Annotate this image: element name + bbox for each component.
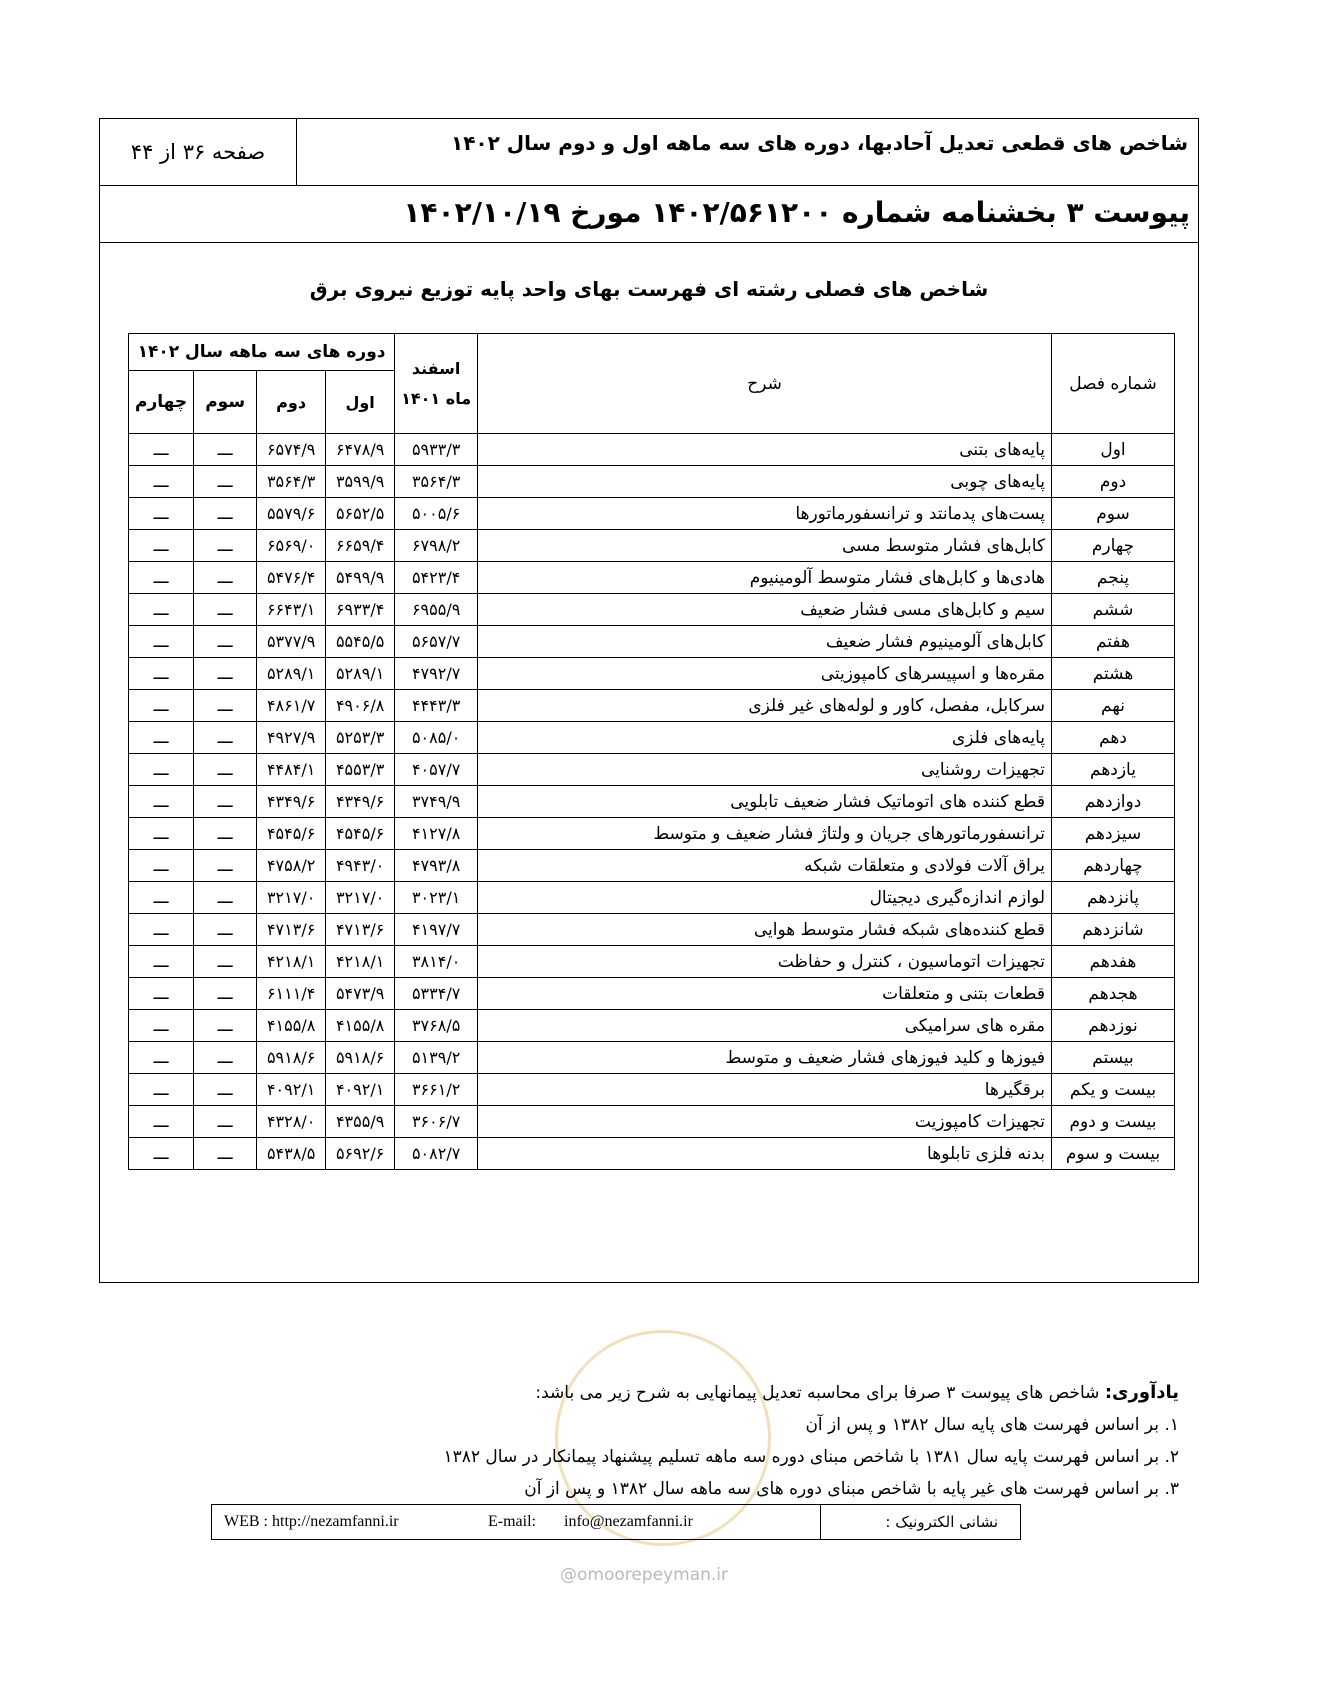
table-row <box>129 882 1175 914</box>
cell-p1: ۶۶۵۹/۴ <box>326 530 395 562</box>
cell-p4: ـــ <box>129 690 194 722</box>
cell-p2: ۵۵۷۹/۶ <box>257 498 326 530</box>
cell-fasl: دوازدهم <box>1052 786 1175 818</box>
cell-p4: ـــ <box>129 626 194 658</box>
col-header-p3: سوم <box>194 371 257 434</box>
cell-fasl: یازدهم <box>1052 754 1175 786</box>
contact-box <box>211 1504 1021 1540</box>
cell-p1: ۴۵۴۵/۶ <box>326 818 395 850</box>
cell-desc: قطع کننده‌های شبکه فشار متوسط هوایی <box>478 914 1052 946</box>
cell-p2: ۴۸۶۱/۷ <box>257 690 326 722</box>
cell-p4: ـــ <box>129 1074 194 1106</box>
cell-fasl: هجدهم <box>1052 978 1175 1010</box>
table-row <box>129 946 1175 978</box>
cell-p4: ـــ <box>129 466 194 498</box>
cell-p2: ۴۲۱۸/۱ <box>257 946 326 978</box>
cell-p4: ـــ <box>129 914 194 946</box>
cell-desc: ترانسفورماتورهای جریان و ولتاژ فشار ضعیف و متوسط <box>478 818 1052 850</box>
cell-p1: ۴۲۱۸/۱ <box>326 946 395 978</box>
cell-fasl: بیستم <box>1052 1042 1175 1074</box>
cell-p1: ۴۹۰۶/۸ <box>326 690 395 722</box>
cell-esfand: ۶۹۵۵/۹ <box>395 594 478 626</box>
cell-p2: ۳۵۶۴/۳ <box>257 466 326 498</box>
cell-p4: ـــ <box>129 594 194 626</box>
col-header-fasl: شماره فصل <box>1052 334 1175 434</box>
cell-esfand: ۳۸۱۴/۰ <box>395 946 478 978</box>
cell-fasl: هفدهم <box>1052 946 1175 978</box>
cell-p4: ـــ <box>129 722 194 754</box>
cell-p3: ـــ <box>194 1010 257 1042</box>
cell-fasl: سوم <box>1052 498 1175 530</box>
cell-esfand: ۵۰۸۲/۷ <box>395 1138 478 1170</box>
cell-p3: ـــ <box>194 594 257 626</box>
cell-p3: ـــ <box>194 658 257 690</box>
cell-fasl: پانزدهم <box>1052 882 1175 914</box>
cell-fasl: سیزدهم <box>1052 818 1175 850</box>
cell-p3: ـــ <box>194 946 257 978</box>
note-item: ۳. بر اساس فهرست های غیر پایه با شاخص مبنای دوره های سه ماهه سال ۱۳۸۲ و پس از آن <box>524 1479 1179 1499</box>
table-row <box>129 786 1175 818</box>
cell-desc: قطعات بتنی و متعلقات <box>478 978 1052 1010</box>
cell-p4: ـــ <box>129 818 194 850</box>
cell-fasl: چهاردهم <box>1052 850 1175 882</box>
cell-p3: ـــ <box>194 882 257 914</box>
cell-p1: ۶۹۳۳/۴ <box>326 594 395 626</box>
website-link[interactable]: WEB : http://nezamfanni.ir <box>224 1513 399 1530</box>
cell-desc: بدنه فلزی تابلوها <box>478 1138 1052 1170</box>
cell-esfand: ۵۰۰۵/۶ <box>395 498 478 530</box>
table-row <box>129 466 1175 498</box>
table-row <box>129 1010 1175 1042</box>
cell-esfand: ۵۶۵۷/۷ <box>395 626 478 658</box>
cell-desc: یراق آلات فولادی و متعلقات شبکه <box>478 850 1052 882</box>
cell-fasl: دوم <box>1052 466 1175 498</box>
cell-esfand: ۵۰۸۵/۰ <box>395 722 478 754</box>
cell-desc: قطع کننده های اتوماتیک فشار ضعیف تابلویی <box>478 786 1052 818</box>
cell-esfand: ۴۷۹۳/۸ <box>395 850 478 882</box>
cell-p2: ۵۴۳۸/۵ <box>257 1138 326 1170</box>
cell-desc: سرکابل، مفصل، کاور و لوله‌های غیر فلزی <box>478 690 1052 722</box>
cell-fasl: هشتم <box>1052 658 1175 690</box>
cell-p3: ـــ <box>194 562 257 594</box>
cell-desc: تجهیزات اتوماسیون ، کنترل و حفاظت <box>478 946 1052 978</box>
table-row <box>129 690 1175 722</box>
cell-desc: سیم و کابل‌های مسی فشار ضعیف <box>478 594 1052 626</box>
cell-p3: ـــ <box>194 530 257 562</box>
cell-p4: ـــ <box>129 434 194 466</box>
cell-fasl: دهم <box>1052 722 1175 754</box>
cell-desc: لوازم اندازه‌گیری دیجیتال <box>478 882 1052 914</box>
cell-desc: مقره‌ها و اسپیسرهای کامپوزیتی <box>478 658 1052 690</box>
cell-p4: ـــ <box>129 498 194 530</box>
col-header-p2: دوم <box>257 371 326 434</box>
note-intro-line <box>419 1377 1179 1409</box>
cell-esfand: ۴۱۲۷/۸ <box>395 818 478 850</box>
table-row <box>129 978 1175 1010</box>
subheader-title: پیوست ۳ بخشنامه شماره ۱۴۰۲/۵۶۱۲۰۰ مورخ ۱۴۰۲/۱۰/۱۹ <box>403 196 1190 229</box>
cell-p2: ۴۳۴۹/۶ <box>257 786 326 818</box>
cell-esfand: ۴۰۵۷/۷ <box>395 754 478 786</box>
table-row <box>129 818 1175 850</box>
cell-p4: ـــ <box>129 882 194 914</box>
col-header-periods: دوره های سه ماهه سال ۱۴۰۲ <box>129 334 395 371</box>
cell-desc: کابل‌های فشار متوسط مسی <box>478 530 1052 562</box>
cell-p2: ۴۵۴۵/۶ <box>257 818 326 850</box>
cell-p1: ۴۳۴۹/۶ <box>326 786 395 818</box>
cell-p4: ـــ <box>129 1138 194 1170</box>
header-bar <box>100 119 1198 186</box>
cell-desc: برقگیرها <box>478 1074 1052 1106</box>
table-row <box>129 658 1175 690</box>
col-header-p4: چهارم <box>129 371 194 434</box>
cell-esfand: ۳۷۶۸/۵ <box>395 1010 478 1042</box>
cell-p3: ـــ <box>194 818 257 850</box>
cell-p1: ۶۴۷۸/۹ <box>326 434 395 466</box>
cell-esfand: ۶۷۹۸/۲ <box>395 530 478 562</box>
cell-p2: ۶۵۶۹/۰ <box>257 530 326 562</box>
cell-fasl: بیست و یکم <box>1052 1074 1175 1106</box>
cell-p3: ـــ <box>194 754 257 786</box>
cell-esfand: ۳۶۶۱/۲ <box>395 1074 478 1106</box>
table-row <box>129 434 1175 466</box>
cell-fasl: اول <box>1052 434 1175 466</box>
page-frame <box>99 118 1199 1283</box>
cell-p1: ۵۲۵۳/۳ <box>326 722 395 754</box>
cell-p1: ۵۴۹۹/۹ <box>326 562 395 594</box>
cell-desc: پایه‌های بتنی <box>478 434 1052 466</box>
cell-p4: ـــ <box>129 786 194 818</box>
table-row <box>129 1042 1175 1074</box>
page-number: صفحه ۳۶ از ۴۴ <box>100 119 297 185</box>
cell-p2: ۴۱۵۵/۸ <box>257 1010 326 1042</box>
cell-p2: ۴۴۸۴/۱ <box>257 754 326 786</box>
cell-p2: ۵۲۸۹/۱ <box>257 658 326 690</box>
cell-p1: ۴۷۱۳/۶ <box>326 914 395 946</box>
cell-p4: ـــ <box>129 1042 194 1074</box>
cell-p1: ۵۲۸۹/۱ <box>326 658 395 690</box>
cell-esfand: ۳۶۰۶/۷ <box>395 1106 478 1138</box>
cell-p3: ـــ <box>194 434 257 466</box>
table-row <box>129 626 1175 658</box>
cell-p3: ـــ <box>194 690 257 722</box>
cell-desc: کابل‌های آلومینیوم فشار ضعیف <box>478 626 1052 658</box>
cell-p1: ۵۶۵۲/۵ <box>326 498 395 530</box>
cell-p4: ـــ <box>129 1106 194 1138</box>
cell-desc: پست‌های پدمانتد و ترانسفورماتورها <box>478 498 1052 530</box>
cell-p3: ـــ <box>194 498 257 530</box>
cell-p2: ۵۴۷۶/۴ <box>257 562 326 594</box>
contact-label: نشانی الکترونیک : <box>820 1505 1020 1539</box>
cell-fasl: شانزدهم <box>1052 914 1175 946</box>
cell-p1: ۴۰۹۲/۱ <box>326 1074 395 1106</box>
cell-p2: ۴۷۱۳/۶ <box>257 914 326 946</box>
subheader-bar <box>100 186 1198 243</box>
email-label: E-mail: <box>488 1513 536 1530</box>
header-title: شاخص های قطعی تعدیل آحادبها، دوره های سه ماهه اول و دوم سال ۱۴۰۲ <box>451 131 1188 155</box>
note-label: یادآوری: <box>1104 1382 1179 1403</box>
note-item: ۱. بر اساس فهرست های پایه سال ۱۳۸۲ و پس از آن <box>805 1415 1179 1435</box>
cell-fasl: بیست و دوم <box>1052 1106 1175 1138</box>
cell-p1: ۵۴۷۳/۹ <box>326 978 395 1010</box>
cell-p2: ۶۶۴۳/۱ <box>257 594 326 626</box>
cell-desc: پایه‌های چوبی <box>478 466 1052 498</box>
note-intro: شاخص های پیوست ۳ صرفا برای محاسبه تعدیل پیمانهایی به شرح زیر می باشد: <box>535 1383 1100 1403</box>
cell-fasl: هفتم <box>1052 626 1175 658</box>
cell-p2: ۴۰۹۲/۱ <box>257 1074 326 1106</box>
cell-desc: هادی‌ها و کابل‌های فشار متوسط آلومینیوم <box>478 562 1052 594</box>
cell-p4: ـــ <box>129 754 194 786</box>
cell-p4: ـــ <box>129 978 194 1010</box>
cell-esfand: ۵۴۲۳/۴ <box>395 562 478 594</box>
cell-p3: ـــ <box>194 1074 257 1106</box>
cell-p2: ۵۹۱۸/۶ <box>257 1042 326 1074</box>
cell-fasl: بیست و سوم <box>1052 1138 1175 1170</box>
cell-esfand: ۴۴۴۳/۳ <box>395 690 478 722</box>
cell-p4: ـــ <box>129 658 194 690</box>
cell-p1: ۴۹۴۳/۰ <box>326 850 395 882</box>
cell-desc: تجهیزات روشنایی <box>478 754 1052 786</box>
cell-p2: ۳۲۱۷/۰ <box>257 882 326 914</box>
table-title: شاخص های فصلی رشته ای فهرست بهای واحد پایه توزیع نیروی برق <box>309 277 989 301</box>
col-header-esfand: اسفند ماه ۱۴۰۱ <box>395 334 478 434</box>
cell-p1: ۴۵۵۳/۳ <box>326 754 395 786</box>
cell-p4: ـــ <box>129 946 194 978</box>
cell-p2: ۴۷۵۸/۲ <box>257 850 326 882</box>
index-table <box>128 333 1175 1170</box>
table-row <box>129 850 1175 882</box>
cell-esfand: ۳۷۴۹/۹ <box>395 786 478 818</box>
cell-esfand: ۵۱۳۹/۲ <box>395 1042 478 1074</box>
cell-p2: ۴۹۲۷/۹ <box>257 722 326 754</box>
cell-p2: ۴۳۲۸/۰ <box>257 1106 326 1138</box>
cell-p3: ـــ <box>194 466 257 498</box>
cell-p3: ـــ <box>194 722 257 754</box>
cell-p3: ـــ <box>194 626 257 658</box>
table-row <box>129 722 1175 754</box>
cell-desc: تجهیزات کامپوزیت <box>478 1106 1052 1138</box>
cell-p1: ۵۹۱۸/۶ <box>326 1042 395 1074</box>
cell-desc: فیوزها و کلید فیوزهای فشار ضعیف و متوسط <box>478 1042 1052 1074</box>
email-link[interactable]: info@nezamfanni.ir <box>564 1513 693 1530</box>
cell-p4: ـــ <box>129 530 194 562</box>
note-block <box>419 1377 1179 1505</box>
cell-p1: ۴۳۵۵/۹ <box>326 1106 395 1138</box>
table-row <box>129 594 1175 626</box>
cell-fasl: نوزدهم <box>1052 1010 1175 1042</box>
cell-p1: ۳۲۱۷/۰ <box>326 882 395 914</box>
cell-p3: ـــ <box>194 978 257 1010</box>
watermark: @omoorepeyman.ir <box>560 1565 729 1585</box>
cell-p4: ـــ <box>129 850 194 882</box>
cell-fasl: نهم <box>1052 690 1175 722</box>
cell-p4: ـــ <box>129 562 194 594</box>
note-item: ۲. بر اساس فهرست پایه سال ۱۳۸۱ با شاخص مبنای دوره سه ماهه تسلیم پیشنهاد پیمانکار در سال ۱۳۸۲ <box>443 1447 1179 1467</box>
table-row <box>129 530 1175 562</box>
cell-p3: ـــ <box>194 850 257 882</box>
table-row <box>129 1074 1175 1106</box>
table-row <box>129 1106 1175 1138</box>
table-body <box>129 434 1175 1170</box>
table-row <box>129 754 1175 786</box>
cell-esfand: ۵۹۳۳/۳ <box>395 434 478 466</box>
table-row <box>129 498 1175 530</box>
cell-desc: پایه‌های فلزی <box>478 722 1052 754</box>
cell-p3: ـــ <box>194 1042 257 1074</box>
cell-p2: ۵۳۷۷/۹ <box>257 626 326 658</box>
col-header-desc: شرح <box>478 334 1052 434</box>
cell-p1: ۵۶۹۲/۶ <box>326 1138 395 1170</box>
cell-fasl: ششم <box>1052 594 1175 626</box>
table-row <box>129 914 1175 946</box>
table-row <box>129 562 1175 594</box>
cell-p3: ـــ <box>194 914 257 946</box>
cell-p4: ـــ <box>129 1010 194 1042</box>
cell-esfand: ۴۱۹۷/۷ <box>395 914 478 946</box>
col-header-p1: اول <box>326 371 395 434</box>
cell-p2: ۶۱۱۱/۴ <box>257 978 326 1010</box>
cell-p1: ۴۱۵۵/۸ <box>326 1010 395 1042</box>
cell-p1: ۳۵۹۹/۹ <box>326 466 395 498</box>
cell-desc: مقره های سرامیکی <box>478 1010 1052 1042</box>
cell-esfand: ۳۵۶۴/۳ <box>395 466 478 498</box>
table-row <box>129 1138 1175 1170</box>
cell-p3: ـــ <box>194 786 257 818</box>
cell-fasl: پنجم <box>1052 562 1175 594</box>
cell-esfand: ۳۰۲۳/۱ <box>395 882 478 914</box>
cell-esfand: ۴۷۹۲/۷ <box>395 658 478 690</box>
cell-p1: ۵۵۴۵/۵ <box>326 626 395 658</box>
cell-esfand: ۵۳۳۴/۷ <box>395 978 478 1010</box>
cell-p2: ۶۵۷۴/۹ <box>257 434 326 466</box>
cell-fasl: چهارم <box>1052 530 1175 562</box>
cell-p3: ـــ <box>194 1106 257 1138</box>
cell-p3: ـــ <box>194 1138 257 1170</box>
